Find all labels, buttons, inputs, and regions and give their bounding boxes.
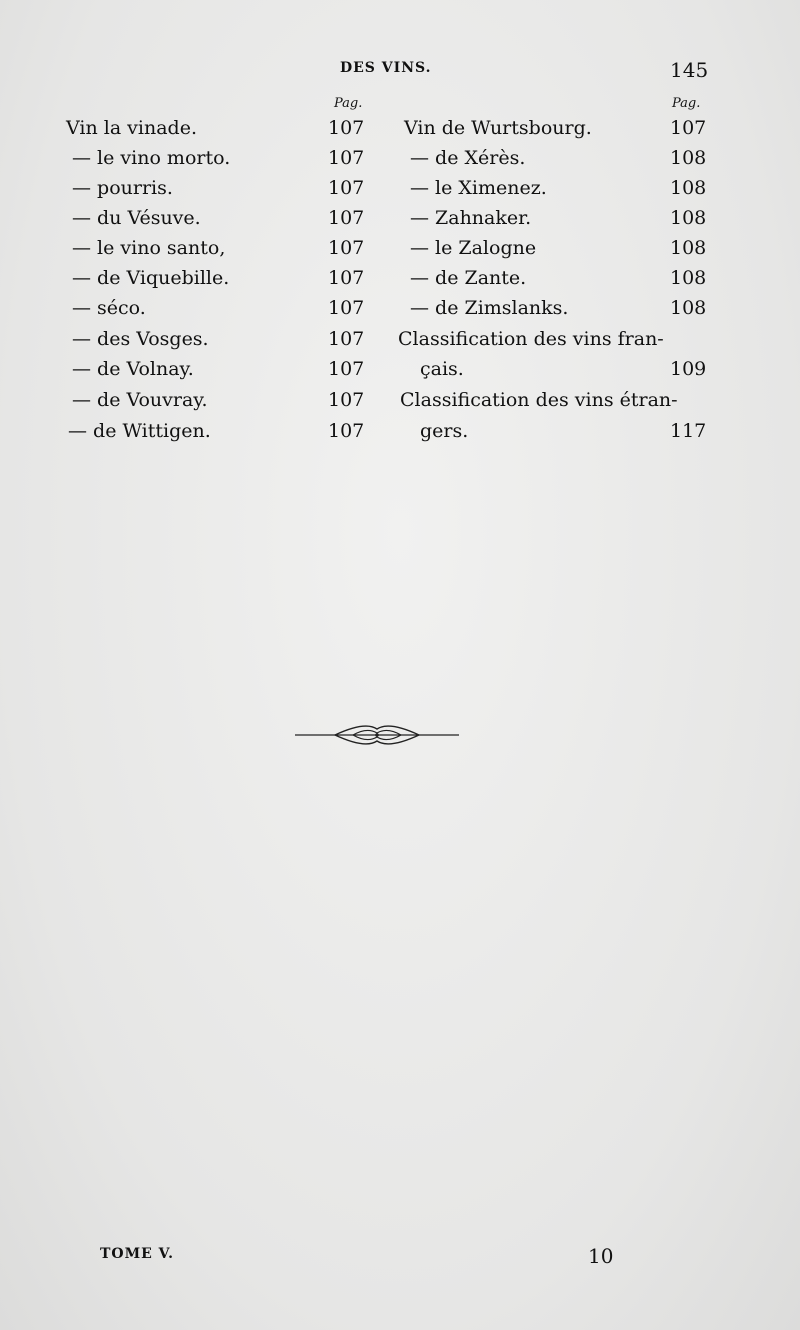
entry-page: 108: [670, 237, 707, 259]
right-entry: [420, 358, 720, 388]
left-entry: [72, 328, 372, 358]
left-entry: [66, 117, 366, 147]
right-pag-label: Pag.: [672, 96, 701, 111]
entry-page: 107: [328, 237, 365, 259]
right-entry: [410, 207, 720, 237]
entry-label: gers.: [420, 420, 469, 442]
right-entry: [410, 237, 720, 267]
entry-label: — des Vosges.: [72, 328, 209, 350]
entry-label: Classification des vins fran-: [398, 328, 664, 350]
entry-page: 117: [670, 420, 707, 442]
entry-label: — de Zante.: [410, 267, 527, 289]
entry-page: 108: [670, 147, 707, 169]
entry-page: 108: [670, 177, 707, 199]
left-entry: [72, 237, 372, 267]
entry-label: — le vino santo,: [72, 237, 226, 259]
running-title: DES VINS.: [340, 60, 432, 76]
entry-label: — le vino morto.: [72, 147, 231, 169]
entry-label: — de Zimslanks.: [410, 297, 569, 319]
right-entry: [400, 389, 720, 419]
left-entry: [72, 207, 372, 237]
entry-page: 109: [670, 358, 707, 380]
left-entry: [72, 177, 372, 207]
entry-page: 108: [670, 297, 707, 319]
left-pag-label: Pag.: [334, 96, 363, 111]
entry-label: — le Zalogne: [410, 237, 537, 259]
entry-label: — du Vésuve.: [72, 207, 201, 229]
left-entry: [72, 267, 372, 297]
left-entry: [72, 358, 372, 388]
entry-page: 107: [328, 207, 365, 229]
entry-page: 107: [328, 147, 365, 169]
entry-label: Classification des vins étran-: [400, 389, 678, 411]
left-entry: [72, 297, 372, 327]
entry-page: 107: [328, 420, 365, 442]
right-entry: [410, 177, 720, 207]
entry-page: 107: [328, 297, 365, 319]
entry-page: 108: [670, 267, 707, 289]
entry-label: — de Volnay.: [72, 358, 194, 380]
entry-label: — pourris.: [72, 177, 173, 199]
entry-label: — séco.: [72, 297, 146, 319]
entry-label: — de Vouvray.: [72, 389, 208, 411]
entry-page: 107: [328, 177, 365, 199]
entry-label: — de Xérès.: [410, 147, 526, 169]
entry-label: — Zahnaker.: [410, 207, 532, 229]
entry-label: çais.: [420, 358, 464, 380]
entry-page: 107: [328, 117, 365, 139]
right-entry: [404, 117, 714, 147]
signature-mark: 10: [588, 1244, 614, 1268]
volume-label: TOME V.: [100, 1246, 174, 1262]
left-entry: [68, 420, 368, 450]
right-entry: [420, 420, 720, 450]
decorative-ornament-icon: [295, 719, 459, 751]
right-entry: [410, 267, 720, 297]
entry-page: 107: [328, 389, 365, 411]
entry-label: Vin la vinade.: [66, 117, 198, 139]
right-entry: [398, 328, 718, 358]
entry-label: — le Ximenez.: [410, 177, 547, 199]
right-entry: [410, 147, 720, 177]
entry-label: — de Viquebille.: [72, 267, 230, 289]
entry-page: 108: [670, 207, 707, 229]
entry-label: Vin de Wurtsbourg.: [404, 117, 592, 139]
left-entry: [72, 389, 372, 419]
entry-page: 107: [328, 358, 365, 380]
left-entry: [72, 147, 372, 177]
entry-page: 107: [328, 267, 365, 289]
entry-page: 107: [670, 117, 707, 139]
entry-label: — de Wittigen.: [68, 420, 211, 442]
right-entry: [410, 297, 720, 327]
page-number: 145: [670, 58, 709, 82]
entry-page: 107: [328, 328, 365, 350]
